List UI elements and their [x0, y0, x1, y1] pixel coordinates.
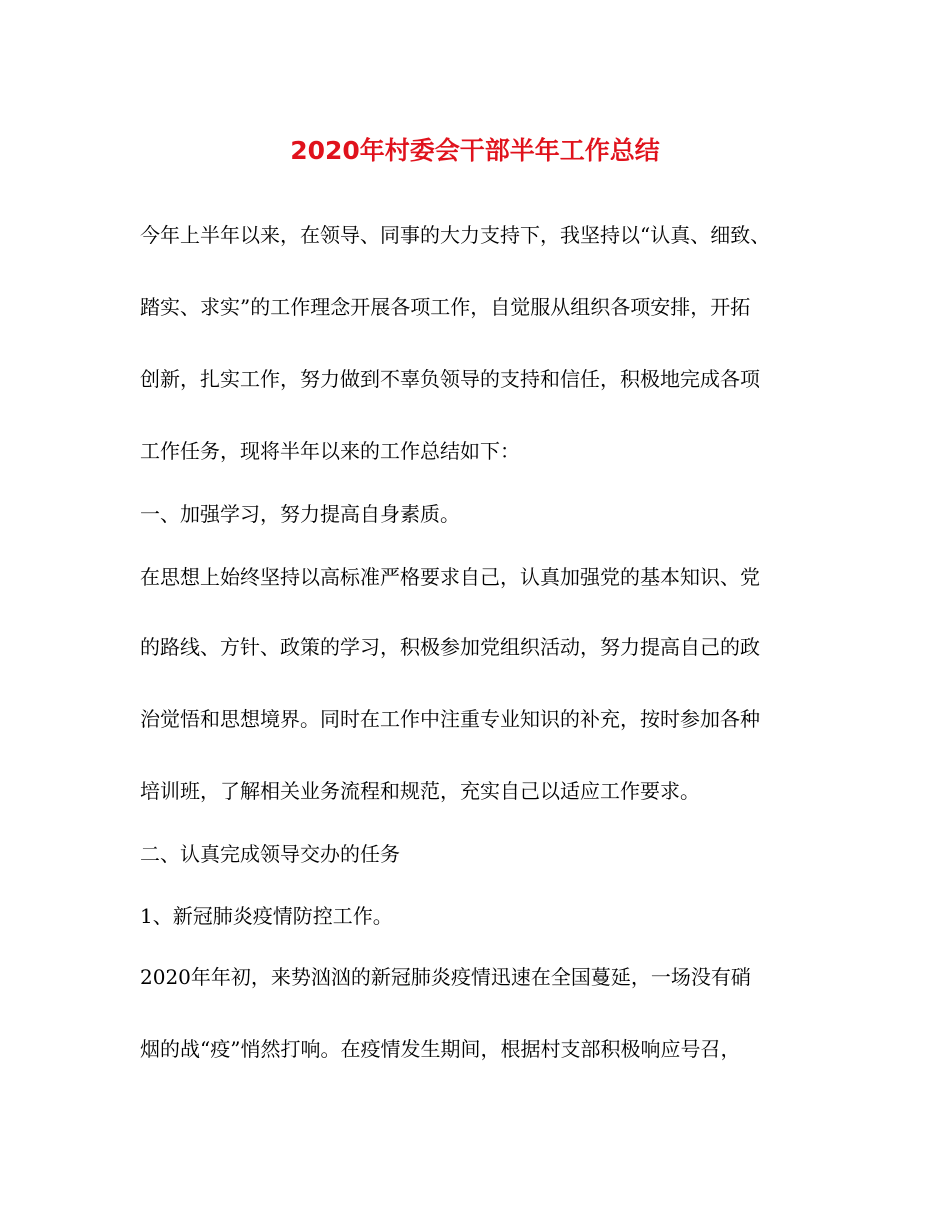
paragraph-line: 工作任务，现将半年以来的工作总结如下： — [140, 439, 520, 463]
paragraph-line: 培训班，了解相关业务流程和规范，充实自己以适应工作要求。 — [140, 779, 700, 803]
paragraph-line: 在思想上始终坚持以高标准严格要求自己，认真加强党的基本知识、党 — [140, 565, 760, 589]
subsection-heading: 1、新冠肺炎疫情防控工作。 — [140, 904, 393, 928]
section-heading: 一、加强学习，努力提高自身素质。 — [140, 502, 460, 526]
paragraph-line: 创新，扎实工作，努力做到不辜负领导的支持和信任，积极地完成各项 — [140, 367, 760, 391]
section-heading: 二、认真完成领导交办的任务 — [140, 842, 400, 866]
document-title: 2020年村委会干部半年工作总结 — [290, 136, 660, 165]
paragraph-line: 踏实、求实”的工作理念开展各项工作，自觉服从组织各项安排，开拓 — [140, 295, 751, 319]
paragraph-line: 的路线、方针、政策的学习，积极参加党组织活动，努力提高自己的政 — [140, 635, 760, 659]
paragraph-line: 治觉悟和思想境界。同时在工作中注重专业知识的补充，按时参加各种 — [140, 707, 760, 731]
paragraph-line: 烟的战“疫”悄然打响。在疫情发生期间，根据村支部积极响应号召， — [140, 1037, 741, 1061]
paragraph-line: 今年上半年以来，在领导、同事的大力支持下，我坚持以“认真、细致、 — [140, 223, 771, 247]
paragraph-line: 2020年年初，来势汹汹的新冠肺炎疫情迅速在全国蔓延，一场没有硝 — [140, 965, 751, 989]
